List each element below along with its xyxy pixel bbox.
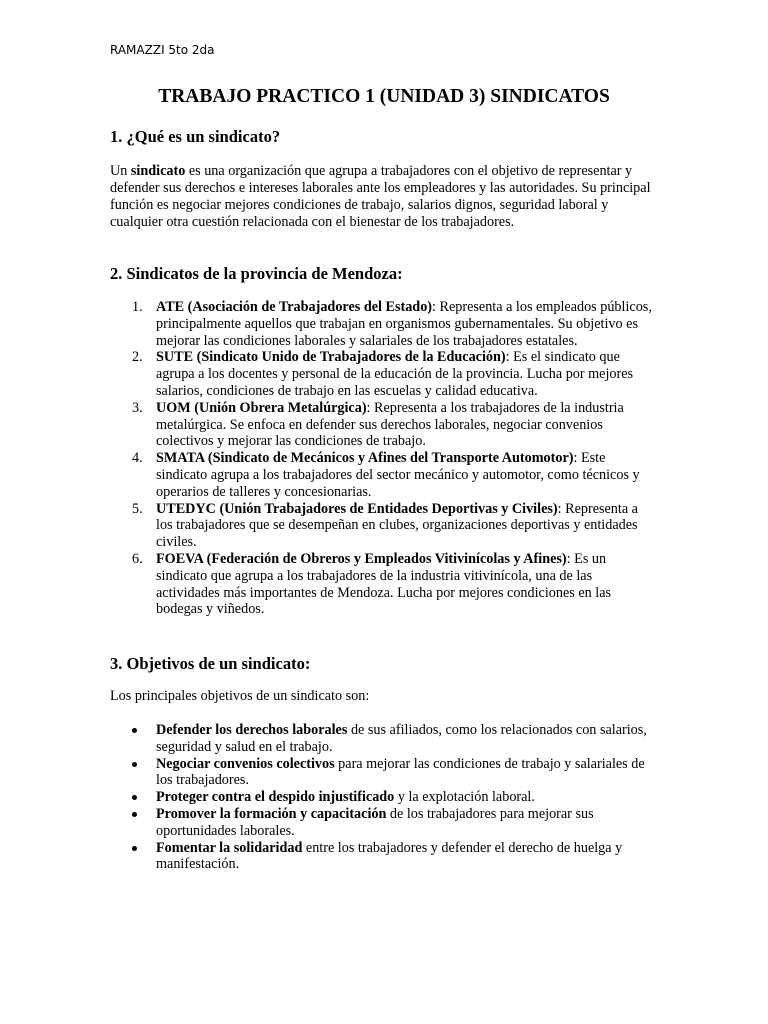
item-number: 2. [132,349,143,366]
intro-bold: sindicato [130,163,186,179]
item-title: SMATA (Sindicato de Mecánicos y Afines del Transporte Automotor) [156,450,574,467]
list-item [110,756,658,790]
document-title: TRABAJO PRACTICO 1 (UNIDAD 3) SINDICATOS [158,86,610,107]
item-text: de los trabajadores para mejorar sus oportunidades laborales. [156,805,594,839]
section-2-heading: 2. Sindicatos de la provincia de Mendoza: [110,264,403,283]
list-item [110,551,658,618]
item-title: FOEVA (Federación de Obreros y Empleados Vitivinícolas y Afines) [156,550,567,567]
bullet-icon [132,846,137,851]
intro-post: es una organización que agrupa a trabajadores con el objetivo de representar y defender sus derechos e intereses laborales ante los empleadores y las autoridades. Su principal función es negociar mejores condiciones de trabajo, salarios dignos, seguridad laboral y cualquier otra cuestión relacionada con el bienestar de los trabajadores. [110,163,651,230]
bullet-icon [132,728,137,733]
page-header: RAMAZZI 5to 2da [110,43,215,57]
objectives-list [110,722,658,873]
list-item [110,806,658,840]
item-text: para mejorar las condiciones de trabajo y salariales de los trabajadores. [156,755,645,789]
section-1-paragraph [110,163,655,231]
list-item [110,400,658,450]
item-text: y la explotación laboral. [394,789,535,806]
item-text: : Representa a los empleados públicos, principalmente aquellos que trabajan en organismos gubernamentales. Su objetivo es mejorar las condiciones laborales y salariales de los trabajadores estatales. [156,299,652,349]
bullet-icon [132,812,137,817]
item-title: UTEDYC (Unión Trabajadores de Entidades Deportivas y Civiles) [156,500,558,517]
item-number: 3. [132,399,143,416]
list-item [110,299,658,349]
item-text: : Es un sindicato que agrupa a los trabajadores de la industria vitivinícola, una de las actividades más importantes de Mendoza. Lucha por mejores condiciones en las bodegas y viñedos. [156,550,612,618]
section-1-heading: 1. ¿Qué es un sindicato? [110,127,281,146]
section-3-intro: Los principales objetivos de un sindicato son: [110,688,370,704]
item-title: Fomentar la solidaridad [156,839,303,856]
item-title: SUTE (Sindicato Unido de Trabajadores de la Educación) [156,349,506,366]
list-item [110,722,658,756]
list-item [110,349,658,399]
item-title: Promover la formación y capacitación [156,805,387,822]
item-text: entre los trabajadores y defender el derecho de huelga y manifestación. [156,839,623,873]
list-item [110,840,658,874]
item-number: 1. [132,299,143,315]
item-title: ATE (Asociación de Trabajadores del Estado) [156,299,433,315]
bullet-icon [132,795,137,800]
item-title: UOM (Unión Obrera Metalúrgica) [156,399,367,416]
item-title: Defender los derechos laborales [156,722,348,738]
item-text: de sus afiliados, como los relacionados con salarios, seguridad y salud en el trabajo. [156,722,647,755]
unions-list [110,299,658,618]
item-text: : Este sindicato agrupa a los trabajadores del sector mecánico y automotor, como técnicos y operarios de talleres y concesionarias. [156,450,640,500]
list-item [110,450,658,500]
item-title: Negociar convenios colectivos [156,755,335,772]
item-text: : Representa a los trabajadores de la industria metalúrgica. Se enfoca en defender sus derechos laborales, negociar convenios colectivos y mejorar las condiciones de trabajo. [156,399,624,450]
section-3-heading: 3. Objetivos de un sindicato: [110,654,311,673]
item-number: 6. [132,550,143,567]
item-number: 4. [132,450,143,467]
list-item [110,501,658,551]
item-text: : Es el sindicato que agrupa a los docentes y personal de la educación de la provincia. Lucha por mejores salarios, condiciones de trabajo en las escuelas y calidad educativa. [156,349,634,399]
bullet-icon [132,762,137,767]
list-item [110,789,658,806]
item-text: : Representa a los trabajadores que se desempeñan en clubes, organizaciones deportivas y entidades civiles. [156,500,638,551]
item-number: 5. [132,500,143,517]
intro-pre: Un [110,163,131,179]
item-title: Proteger contra el despido injustificado [156,789,395,806]
